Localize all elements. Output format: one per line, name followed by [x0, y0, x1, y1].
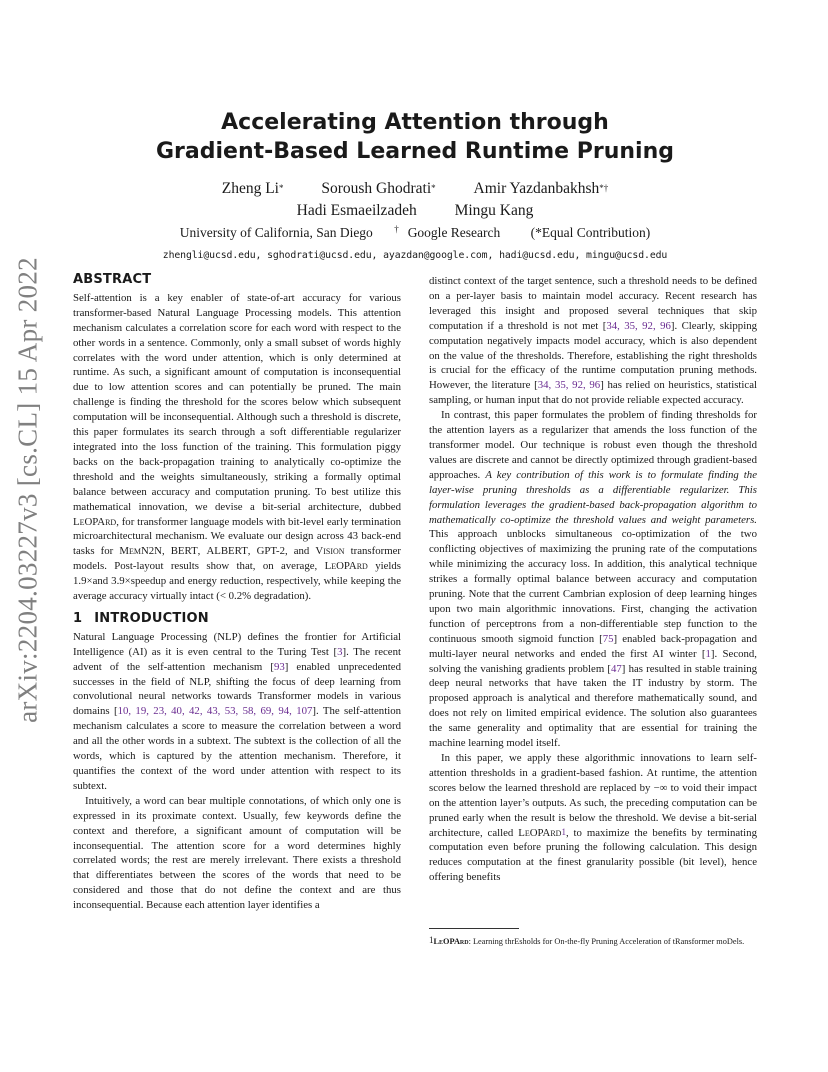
- intro-paragraph-1: Natural Language Processing (NLP) defines the frontier for Artificial Intelligence (AI) as it is even central to the Turing Test [3]. The recent advent of the self-attention mechanism [93] enabled unprecedented successes in the field of NLP, shifting the focus of deep learning from convolutional neural networks towards Transformer models in various domains [10, 19, 23, 40, 42, 43, 53, 58, 69, 94, 107]. The self-attention mechanism calculates a score to measure the correlation between a word and all the other words in a subtext. The subtext is the collection of all the words, which is captured by the attention mechanism. Therefore, it quantifies the context of the word under attention with respect to its subtext.: [73, 630, 401, 792]
- affiliations: [60, 225, 770, 241]
- author: Hadi Esmaeilzadeh: [296, 202, 417, 219]
- title-line-1: Accelerating Attention through: [221, 110, 609, 135]
- right-paragraph-1: distinct context of the target sentence, such a threshold needs to be defined on a per-layer basis to maintain model accuracy. Recent research has leveraged this insight and proposed several techniques that skip computation if a threshold is not met [34, 35, 92, 96]. Clearly, skipping computation negatively impacts model accuracy, which is also dependent on the value of the thresholds. Therefore, establishing the right thresholds is crucial for the efficacy of the runtime computation pruning methods. However, the literature [34, 35, 92, 96] has relied on heuristics, statistical sampling, or human input that do not provide reliable expected accuracy.: [429, 275, 758, 407]
- author: Amir Yazdanbakhsh*†: [473, 180, 609, 197]
- author-emails: zhengli@ucsd.edu, sghodrati@ucsd.edu, ayazdan@google.com, hadi@ucsd.edu, mingu@ucsd.edu: [162, 250, 668, 261]
- author-list: [60, 178, 770, 222]
- left-column: [73, 270, 401, 913]
- arxiv-identifier: arXiv:2204.03227v3 [cs.CL] 15 Apr 2022: [12, 257, 43, 723]
- right-column: [429, 274, 757, 885]
- abstract-paragraph: Self-attention is a key enabler of state-of-art accuracy for various transformer-based Natural Language Processing models. This attention mechanism calculates a correlation score for each word with respect to the other words in a sentence. Commonly, only a small subset of words highly correlates with the word under attention, which is only determined at runtime. As such, a significant amount of computation is inconsequential due to low attention scores and can potentially be pruned. The main challenge is finding the threshold for the scores below which subsequent computation will be inconsequential. Although such a threshold is discrete, this paper formulates its search through a soft differentiable regularizer integrated into the loss function of the training. This formulation piggy backs on the back-propagation training to analytically co-optimize the threshold and the weights simultaneously, striking a formally optimal balance between accuracy and computation pruning. To best utilize this mathematical innovation, we devise a bit-serial architecture, dubbed LeOPArd, for transformer language models with bit-level early termination microarchitectural mechanism. We evaluate our design across 43 back-end tasks for MemN2N, BERT, ALBERT, GPT-2, and Vision transformer models. Post-layout results show that, on average, LeOPArd yields 1.9×and 3.9×speedup and energy reduction, respectively, while keeping the average accuracy virtually intact (< 0.2% degradation).: [73, 291, 401, 603]
- citation-link[interactable]: 10, 19, 23, 40, 42, 43, 53, 58, 69, 94, 107: [117, 705, 313, 718]
- author-row-1: [60, 178, 770, 200]
- citation-link[interactable]: 34, 35, 92, 96: [537, 379, 601, 392]
- author-row-2: [60, 200, 770, 222]
- abstract-heading: ABSTRACT: [73, 272, 152, 287]
- author: Mingu Kang: [454, 202, 534, 219]
- citation-link[interactable]: 75: [602, 632, 614, 645]
- title-line-2: Gradient-Based Learned Runtime Pruning: [155, 139, 674, 164]
- intro-paragraph-2: Intuitively, a word can bear multiple connotations, of which only one is expressed in its proximate context. Usually, few keywords define the context and therefore, a significant amount of computation will be inconsequential. The attention score for a word determines highly correlated words; the rest are merely irrelevant. There exists a threshold that differentiates between the scores of the words that need to be considered and those that do not define the context and are thus inconsequential. Because each attention layer identifies a: [73, 794, 401, 912]
- citation-link[interactable]: 47: [611, 662, 622, 675]
- footnote-ref-link[interactable]: 1: [561, 826, 566, 837]
- citation-link[interactable]: 34, 35, 92, 96: [606, 319, 671, 332]
- arxiv-sidebar: [0, 257, 56, 723]
- introduction-heading: 1 INTRODUCTION: [73, 610, 209, 626]
- footnote: $^1$LeOPArd: Learning thrEsholds for On-the-fly Pruning Acceleration of tRansformer moDels.: [429, 935, 745, 946]
- footnote-divider: [429, 928, 519, 929]
- citation-link[interactable]: 1: [705, 647, 711, 660]
- affiliation-ucsd: University of California, San Diego: [179, 225, 373, 240]
- citation-link[interactable]: 93: [273, 660, 285, 673]
- equal-contribution-note: (*Equal Contribution): [530, 225, 651, 240]
- right-paragraph-2: In contrast, this paper formulates the problem of finding thresholds for the attention layers as a regularizer that amends the loss function of the transformer model. Our technique is robust even though the threshold values are discrete and cannot be directly optimized through gradient-based approaches. A key contribution of this work is to formulate finding the layer-wise pruning thresholds as a differentiable regularizer. This formulation leverages the gradient-based back-propagation algorithm to mathematically co-optimize the threshold values and weight parameters. This approach unblocks simultaneous co-optimization of the two conflicting objectives of maximizing the pruning rate of the computations while minimizing the accuracy loss. In addition, this analytical technique strikes a formally optimal balance between accuracy and computation pruning. Note that the current Cambrian explosion of deep learning hinges upon two main algorithmic innovations. First, changing the activation function of perceptrons from a non-differentiable step function to the continuous smooth sigmoid function [75] enabled back-propagation and multi-layer neural networks and ended the first AI winter [1]. Second, solving the vanishing gradients problem [47] has resulted in stable training deep neural networks that have taken the IT industry by storm. The proposed approach is analytical and therefore mathematically sound, and does not rely on limited empirical evidence. The solution also guarantees the same generality and optimality that are essential for training the machine learning model itself.: [429, 409, 758, 750]
- author: Zheng Li*: [221, 180, 284, 197]
- paper-title: [60, 108, 770, 166]
- citation-link[interactable]: 3: [337, 645, 343, 658]
- affiliation-google: † Google Research: [394, 224, 501, 240]
- author: Soroush Ghodrati*: [321, 180, 436, 197]
- right-paragraph-3: In this paper, we apply these algorithmic innovations to learn self-attention thresholds in a gradient-based fashion. At runtime, the attention scores below the learned threshold are replaced by −∞ to void their impact on the attention layer’s outputs. As such, the preceding computation can be pruned early when the result is below the threshold. We devise a bit-serial architecture, called LeOPArd$^1$, to maximize the benefits by terminating computation even before pruning the following calculation. This design reduces computation at the finest granularity possible (bit level), hence offering benefits: [429, 752, 757, 884]
